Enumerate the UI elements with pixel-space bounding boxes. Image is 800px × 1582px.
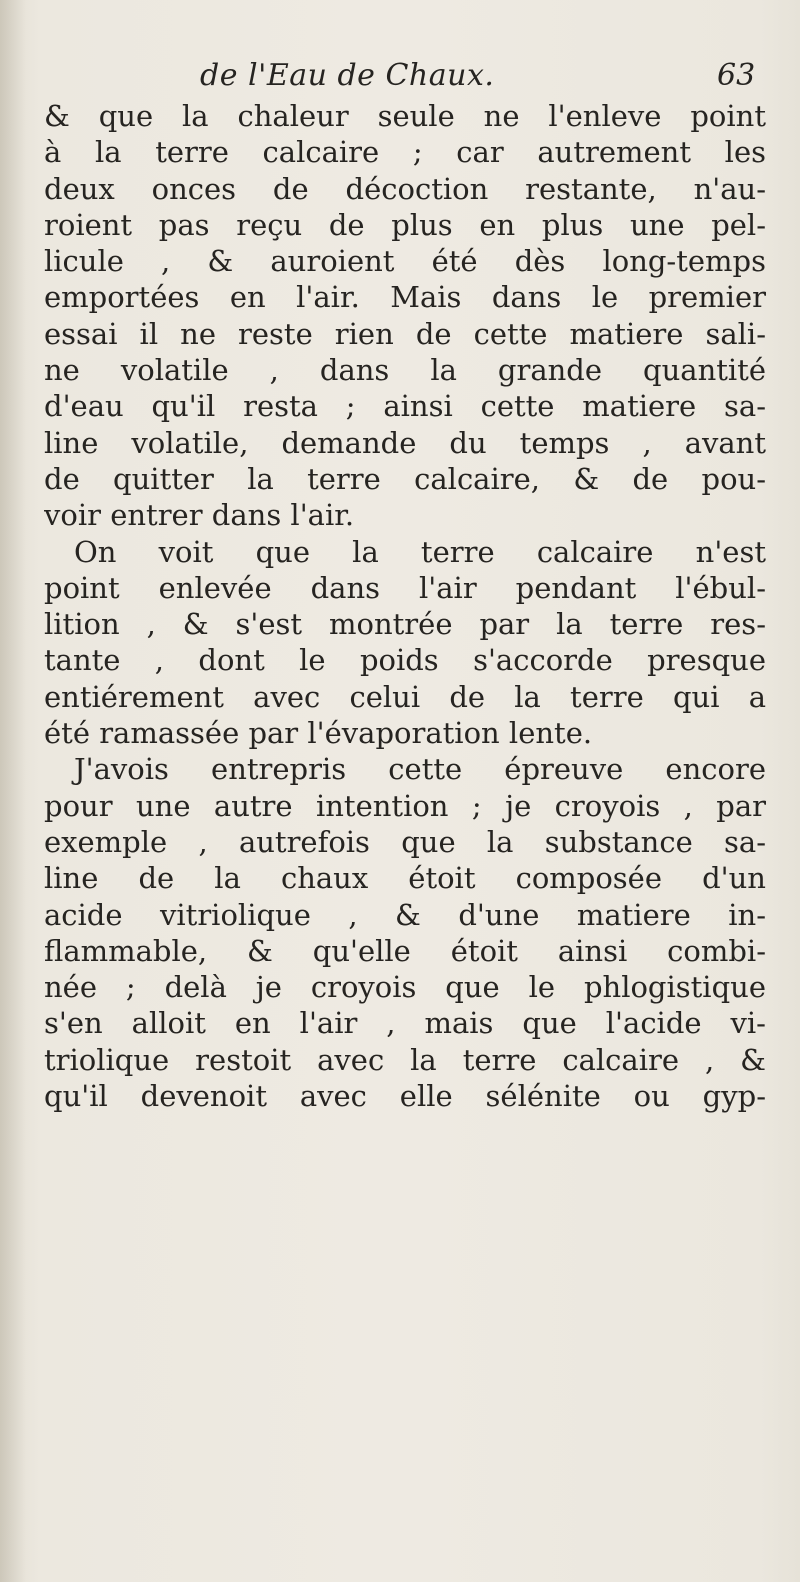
- body-text: [44, 98, 766, 1114]
- text-line: née ; delà je croyois que le phlogistique: [44, 970, 766, 1005]
- text-line: roient pas reçu de plus en plus une pel-: [44, 207, 766, 242]
- gutter-shadow: [0, 0, 26, 1582]
- text-line: lition , & s'est montrée par la terre res-: [44, 607, 766, 642]
- text-line: point enlevée dans l'air pendant l'ébul-: [44, 570, 766, 605]
- text-line: On voit que la terre calcaire n'est: [74, 534, 766, 569]
- text-line: essai il ne reste rien de cette matiere sali-: [44, 316, 766, 351]
- text-line: acide vitriolique , & d'une matiere in-: [44, 897, 766, 932]
- text-line: licule , & auroient été dès long-temps: [44, 244, 766, 279]
- text-line: & que la chaleur seule ne l'enleve point: [44, 99, 766, 133]
- text-line: line volatile, demande du temps , avant: [44, 425, 766, 460]
- text-line: de quitter la terre calcaire, & de pou-: [44, 461, 766, 496]
- page-number: 63: [717, 58, 756, 93]
- text-line: deux onces de décoction restante, n'au-: [44, 171, 766, 206]
- text-line: à la terre calcaire ; car autrement les: [44, 135, 766, 170]
- running-title: de l'Eau de Chaux.: [200, 58, 495, 93]
- page-header: [0, 58, 800, 98]
- text-line: voir entrer dans l'air.: [44, 498, 355, 533]
- text-line: pour une autre intention ; je croyois , par: [44, 788, 766, 823]
- text-line: ne volatile , dans la grande quantité: [44, 353, 766, 388]
- text-line: J'avois entrepris cette épreuve encore: [74, 752, 766, 787]
- text-line: triolique restoit avec la terre calcaire , &: [44, 1042, 766, 1077]
- text-line: entiérement avec celui de la terre qui a: [44, 679, 766, 714]
- text-line: s'en alloit en l'air , mais que l'acide vi-: [44, 1006, 766, 1041]
- text-line: line de la chaux étoit composée d'un: [44, 861, 766, 896]
- text-line: qu'il devenoit avec elle sélénite ou gyp-: [44, 1079, 766, 1114]
- text-line: d'eau qu'il resta ; ainsi cette matiere sa-: [44, 389, 766, 424]
- text-line: flammable, & qu'elle étoit ainsi combi-: [44, 933, 766, 968]
- text-line: emportées en l'air. Mais dans le premier: [44, 280, 766, 315]
- text-line: été ramassée par l'évaporation lente.: [44, 716, 593, 751]
- text-line: exemple , autrefois que la substance sa-: [44, 824, 766, 859]
- text-line: tante , dont le poids s'accorde presque: [44, 643, 766, 678]
